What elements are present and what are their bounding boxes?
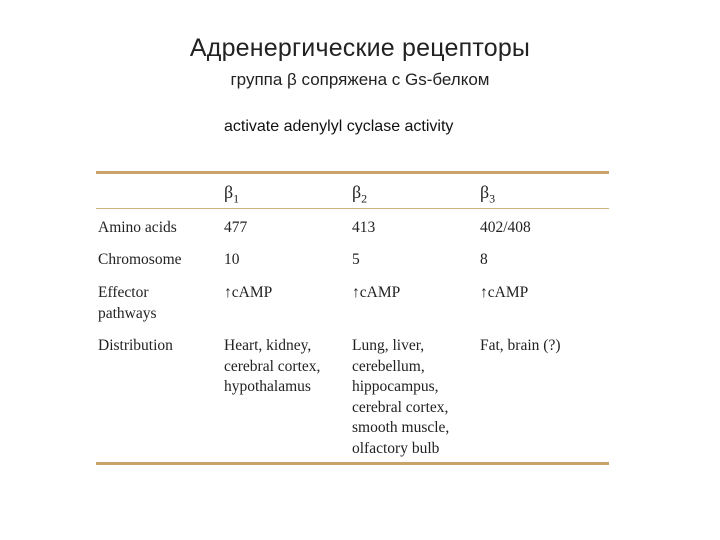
table-cell: 5 — [352, 251, 360, 268]
header-beta1: $\beta_1$ — [224, 182, 240, 206]
table-cell: Heart, kidney, cerebral cortex, hypothalamus — [224, 337, 321, 395]
header-beta2: $\beta_2$ — [352, 182, 368, 206]
table-cell: ↑cAMP — [480, 284, 529, 301]
table-top-rule — [96, 171, 609, 174]
table-cell: 402/408 — [480, 219, 531, 236]
slide-note: activate adenylyl cyclase activity — [224, 118, 454, 135]
header-beta3: $\beta_3$ — [480, 182, 496, 206]
table-cell: ↑cAMP — [224, 284, 273, 301]
table-cell: 8 — [480, 251, 488, 268]
row-label-distribution: Distribution — [98, 337, 173, 354]
table-cell: Lung, liver, cerebellum, hippocampus, cerebral cortex, smooth muscle, olfactory bulb — [352, 337, 450, 457]
slide-subtitle: группа β сопряжена с Gs-белком — [230, 70, 490, 89]
table-cell: 477 — [224, 219, 248, 236]
table-cell: Fat, brain (?) — [480, 337, 561, 354]
table-bottom-rule — [96, 462, 609, 465]
table-cell: 10 — [224, 251, 240, 268]
row-label-amino-acids: Amino acids — [98, 219, 177, 236]
slide-title: Адренергические рецепторы — [189, 34, 531, 62]
row-label-effector-pathways: Effector pathways — [98, 284, 157, 322]
row-label-chromosome: Chromosome — [98, 251, 182, 268]
table-cell: ↑cAMP — [352, 284, 401, 301]
table-cell: 413 — [352, 219, 376, 236]
